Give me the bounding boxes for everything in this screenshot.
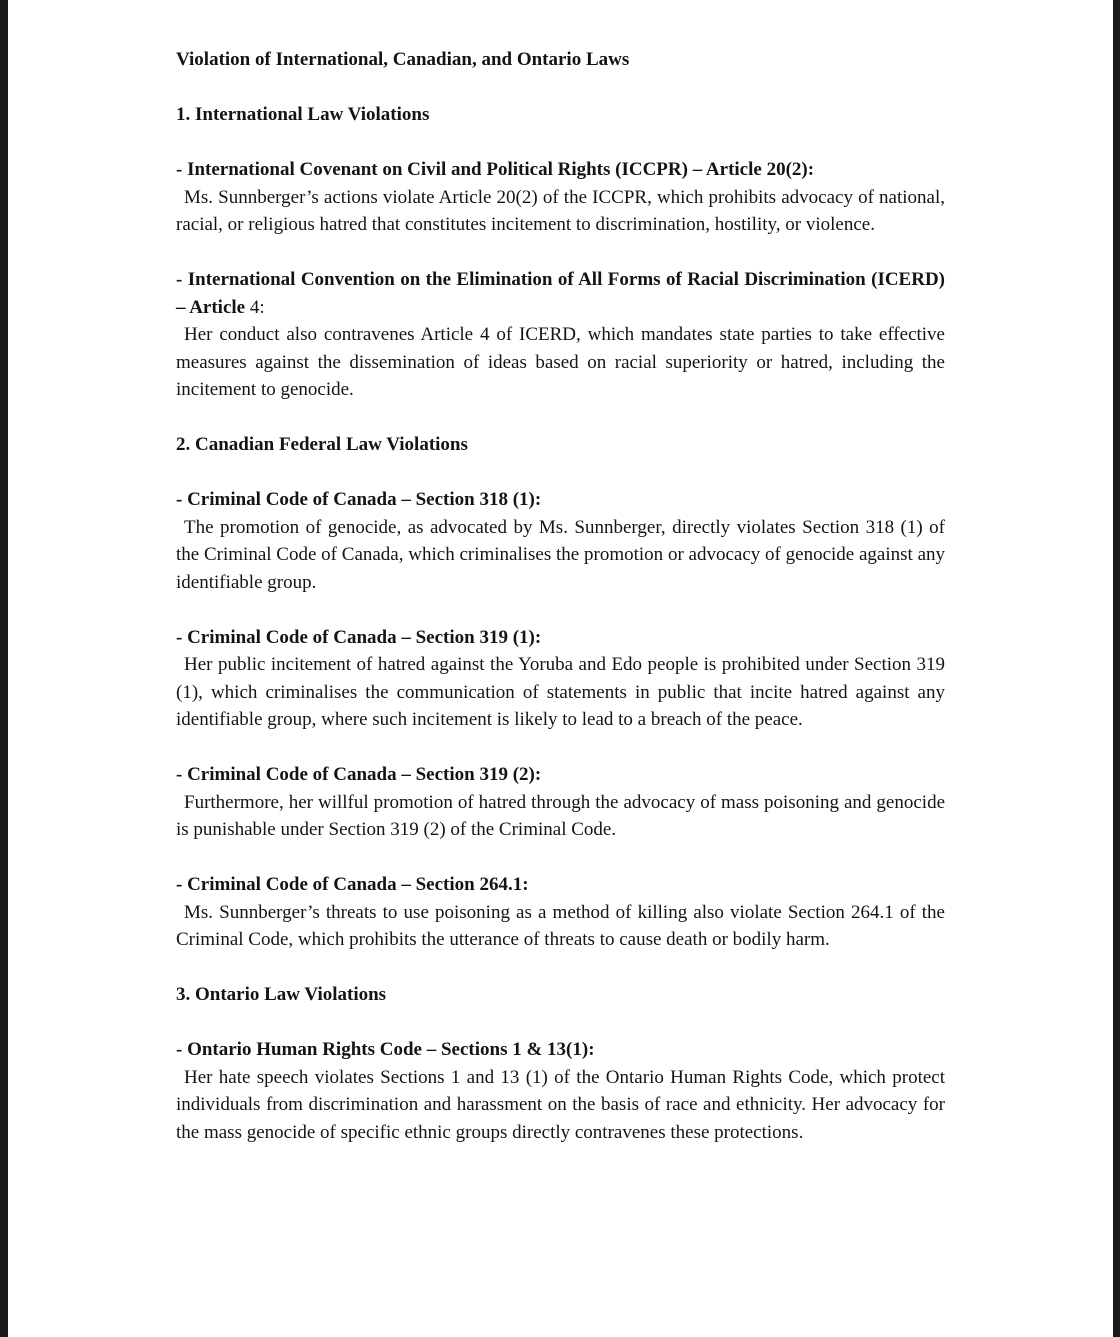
law-item-heading-text: - Criminal Code of Canada – Section 264.1:: [176, 874, 529, 895]
law-item-heading: [176, 156, 945, 184]
law-item-heading: [176, 486, 945, 514]
law-item-section-264-1: [176, 871, 945, 954]
law-item-heading-suffix: 4:: [245, 296, 265, 318]
law-item-body: Ms. Sunnberger’s actions violate Article 20(2) of the ICCPR, which prohibits advocacy of national, racial, or religious hatred that constitutes incitement to discrimination, hostility, or violence.: [176, 186, 945, 235]
page-edge-bar-right: [1113, 0, 1120, 1337]
document-title: Violation of International, Canadian, and Ontario Laws: [176, 49, 630, 70]
law-item-heading: [176, 761, 945, 789]
law-item-heading-text: - Ontario Human Rights Code – Sections 1 & 13(1):: [176, 1039, 595, 1060]
law-item-body: The promotion of genocide, as advocated by Ms. Sunnberger, directly violates Section 318 (1) of the Criminal Code of Canada, which criminalises the promotion or advocacy of genocide against any identifiable group.: [176, 516, 945, 593]
law-item-icerd-article-4: [176, 266, 945, 404]
law-item-body: Her hate speech violates Sections 1 and 13 (1) of the Ontario Human Rights Code, which protect individuals from discrimination and harassment on the basis of race and ethnicity. Her advocacy for the mass genocide of specific ethnic groups directly contravenes these protections.: [176, 1066, 945, 1143]
law-item-heading: [176, 1036, 945, 1064]
law-item-section-319-2: [176, 761, 945, 844]
law-item-body: Her conduct also contravenes Article 4 of ICERD, which mandates state parties to take effective measures against the dissemination of ideas based on racial superiority or hatred, including the incitement to genocide.: [176, 324, 945, 400]
section-header-canadian-federal-law: 2. Canadian Federal Law Violations: [176, 434, 468, 455]
law-item-heading: [176, 624, 945, 652]
law-item-body: Furthermore, her willful promotion of hatred through the advocacy of mass poisoning and genocide is punishable under Section 319 (2) of the Criminal Code.: [176, 791, 945, 840]
law-item-section-318-1: [176, 486, 945, 596]
law-item-heading-text: - Criminal Code of Canada – Section 319 (1):: [176, 626, 542, 648]
law-item-iccpr-article-20-2: [176, 156, 945, 239]
law-item-body: Ms. Sunnberger’s threats to use poisoning as a method of killing also violate Section 264.1 of the Criminal Code, which prohibits the utterance of threats to cause death or bodily harm.: [176, 901, 945, 950]
law-item-body: Her public incitement of hatred against the Yoruba and Edo people is prohibited under Section 319 (1), which criminalises the communication of statements in public that incite hatred against any identifiable group, where such incitement is likely to lead to a breach of the peace.: [176, 654, 945, 730]
page-edge-bar-left: [0, 0, 8, 1337]
law-item-heading-text: - International Convention on the Elimination of All Forms of Racial Discrimination (ICERD) – Article: [176, 269, 945, 318]
law-item-heading: [176, 266, 945, 321]
law-item-heading-text: - Criminal Code of Canada – Section 318 (1):: [176, 489, 542, 510]
law-item-heading-text: - Criminal Code of Canada – Section 319 (2):: [176, 764, 542, 785]
law-item-ontario-human-rights-code: [176, 1036, 945, 1146]
document-page: [176, 46, 945, 1174]
law-item-section-319-1: [176, 624, 945, 734]
section-header-international-law: 1. International Law Violations: [176, 104, 430, 125]
law-item-heading-text: - International Covenant on Civil and Political Rights (ICCPR) – Article 20(2):: [176, 159, 815, 180]
section-header-ontario-law: 3. Ontario Law Violations: [176, 984, 387, 1005]
law-item-heading: [176, 871, 945, 899]
